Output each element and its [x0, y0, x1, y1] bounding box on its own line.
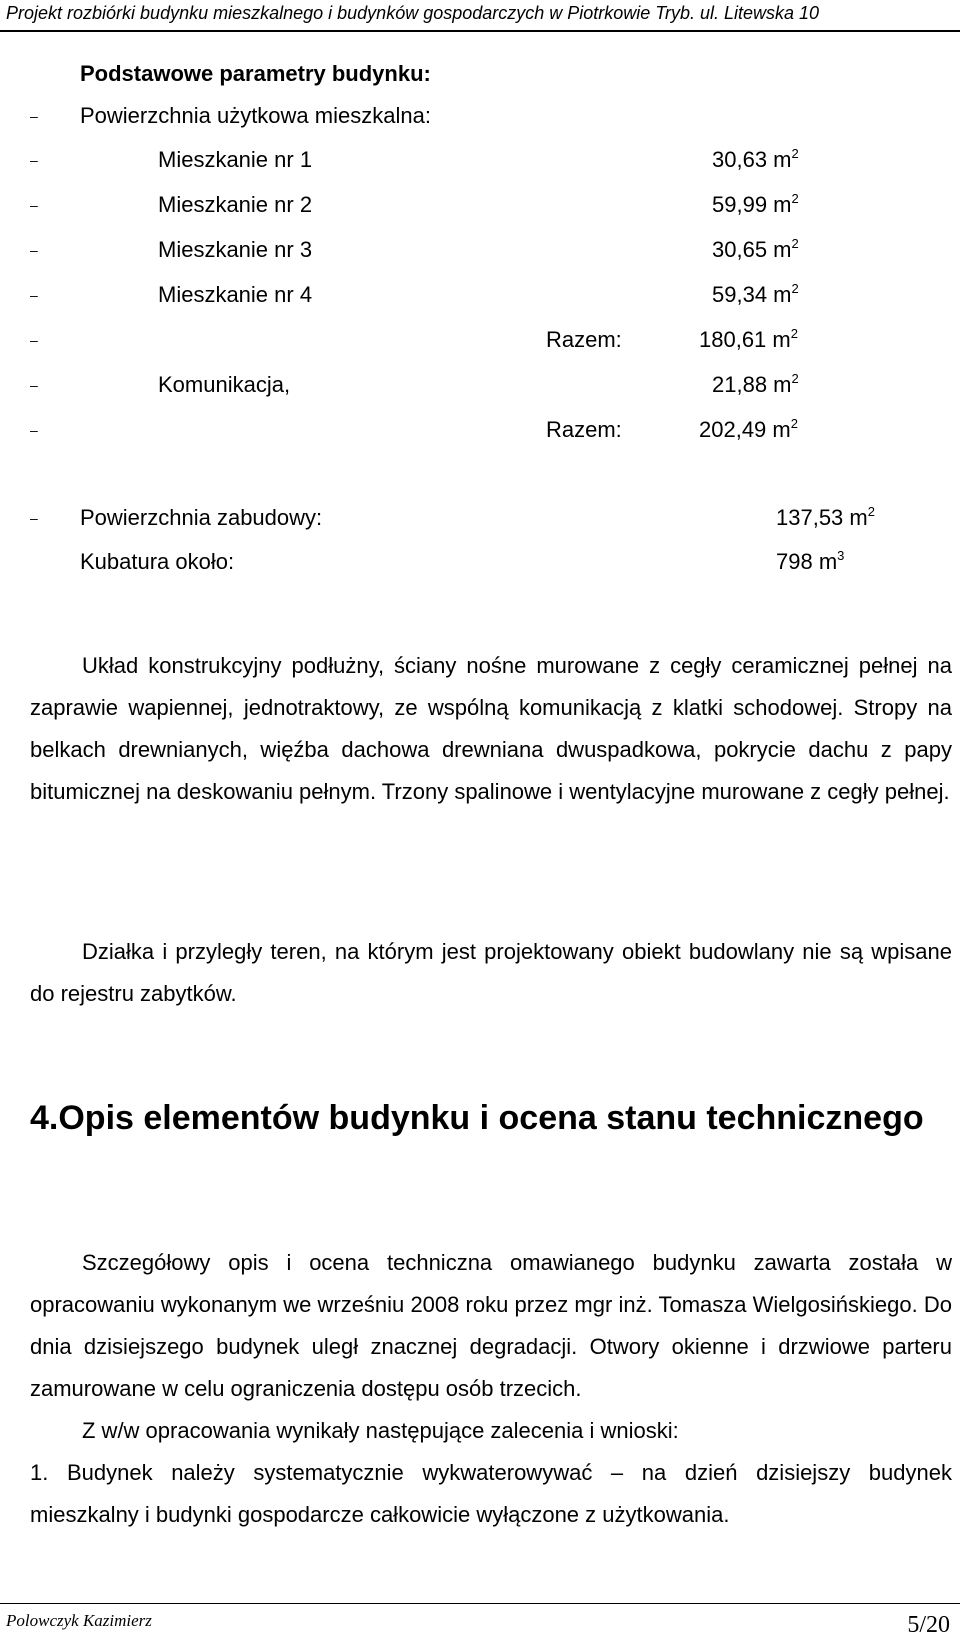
row-label: Mieszkanie nr 3 [158, 237, 313, 262]
list-dash: – [30, 422, 38, 438]
row-label: Komunikacja, [158, 372, 291, 397]
row-value: 202,49 $m^2$ [699, 416, 798, 442]
row-label-total: Razem: [546, 327, 622, 352]
row-value: 30,65 $m^2$ [712, 236, 799, 262]
row-label: Mieszkanie nr 1 [158, 147, 313, 172]
list-dash: – [30, 332, 38, 348]
parameters-heading: Podstawowe parametry budynku: [80, 61, 431, 86]
page-header [0, 0, 960, 32]
section-4-paragraph: Szczegółowy opis i ocena techniczna omawianego budynku zawarta została w opracowaniu wykonanym we wrześniu 2008 roku przez mgr inż. Tomasza Wielgosińskiego. Do dnia dzisiejszego budynek uległ znacznej degradacji. Otwory okienne i drzwiowe parteru zamurowane w celu ograniczenia dostępu osób trzecich. [30, 1250, 952, 1401]
structure-paragraph: Układ konstrukcyjny podłużny, ściany nośne murowane z cegły ceramicznej pełnej na zaprawie wapiennej, jednotraktowy, ze wspólną komunikacją z klatki schodowej. Stropy na belkach drewnianych, więźba dachowa drewniana dwuspadkowa, pokrycie dachu z papy bitumicznej na deskowaniu pełnym. Trzony spalinowe i wentylacyjne murowane z cegły pełnej. [30, 653, 952, 804]
usable-area-label: Powierzchnia użytkowa mieszkalna: [80, 103, 431, 128]
section-4-intro: Z w/w opracowania wynikały następujące zalecenia i wnioski: [82, 1418, 679, 1443]
list-dash: – [30, 510, 38, 526]
heritage-paragraph: Działka i przyległy teren, na którym jest projektowany obiekt budowlany nie są wpisane do rejestru zabytków. [30, 939, 952, 1006]
row-label: Mieszkanie nr 4 [158, 282, 313, 307]
built-area-label: Powierzchnia zabudowy: [80, 505, 323, 530]
row-value: 180,61 $m^2$ [699, 326, 798, 352]
list-dash: – [30, 287, 38, 303]
list-dash: – [30, 108, 38, 124]
cubature-value: 798 $m^3$ [776, 548, 845, 574]
list-dash: – [30, 377, 38, 393]
running-title: Projekt rozbiórki budynku mieszkalnego i budynków gospodarczych w Piotrkowie Tryb. ul. Litewska 10 [6, 3, 820, 23]
row-value: 30,63 $m^2$ [712, 146, 799, 172]
page-number: 5/20 [907, 1612, 950, 1638]
row-value: 21,88 $m^2$ [712, 371, 799, 397]
section-4-list-item: 1. Budynek należy systematycznie wykwaterowywać – na dzień dzisiejszy budynek mieszkalny i budynki gospodarcze całkowicie wyłączone z użytkowania. [30, 1460, 952, 1527]
row-value: 59,34 $m^2$ [712, 281, 799, 307]
row-label: Mieszkanie nr 2 [158, 192, 313, 217]
page-footer [0, 1603, 960, 1637]
built-area-value: 137,53 $m^2$ [776, 504, 875, 530]
row-value: 59,99 $m^2$ [712, 191, 799, 217]
list-dash: – [30, 152, 38, 168]
row-label-total: Razem: [546, 417, 622, 442]
footer-author: Polowczyk Kazimierz [6, 1611, 152, 1630]
list-dash: – [30, 242, 38, 258]
cubature-label: Kubatura około: [80, 549, 235, 574]
list-dash: – [30, 197, 38, 213]
section-4-heading: 4.Opis elementów budynku i ocena stanu technicznego [30, 1099, 924, 1137]
